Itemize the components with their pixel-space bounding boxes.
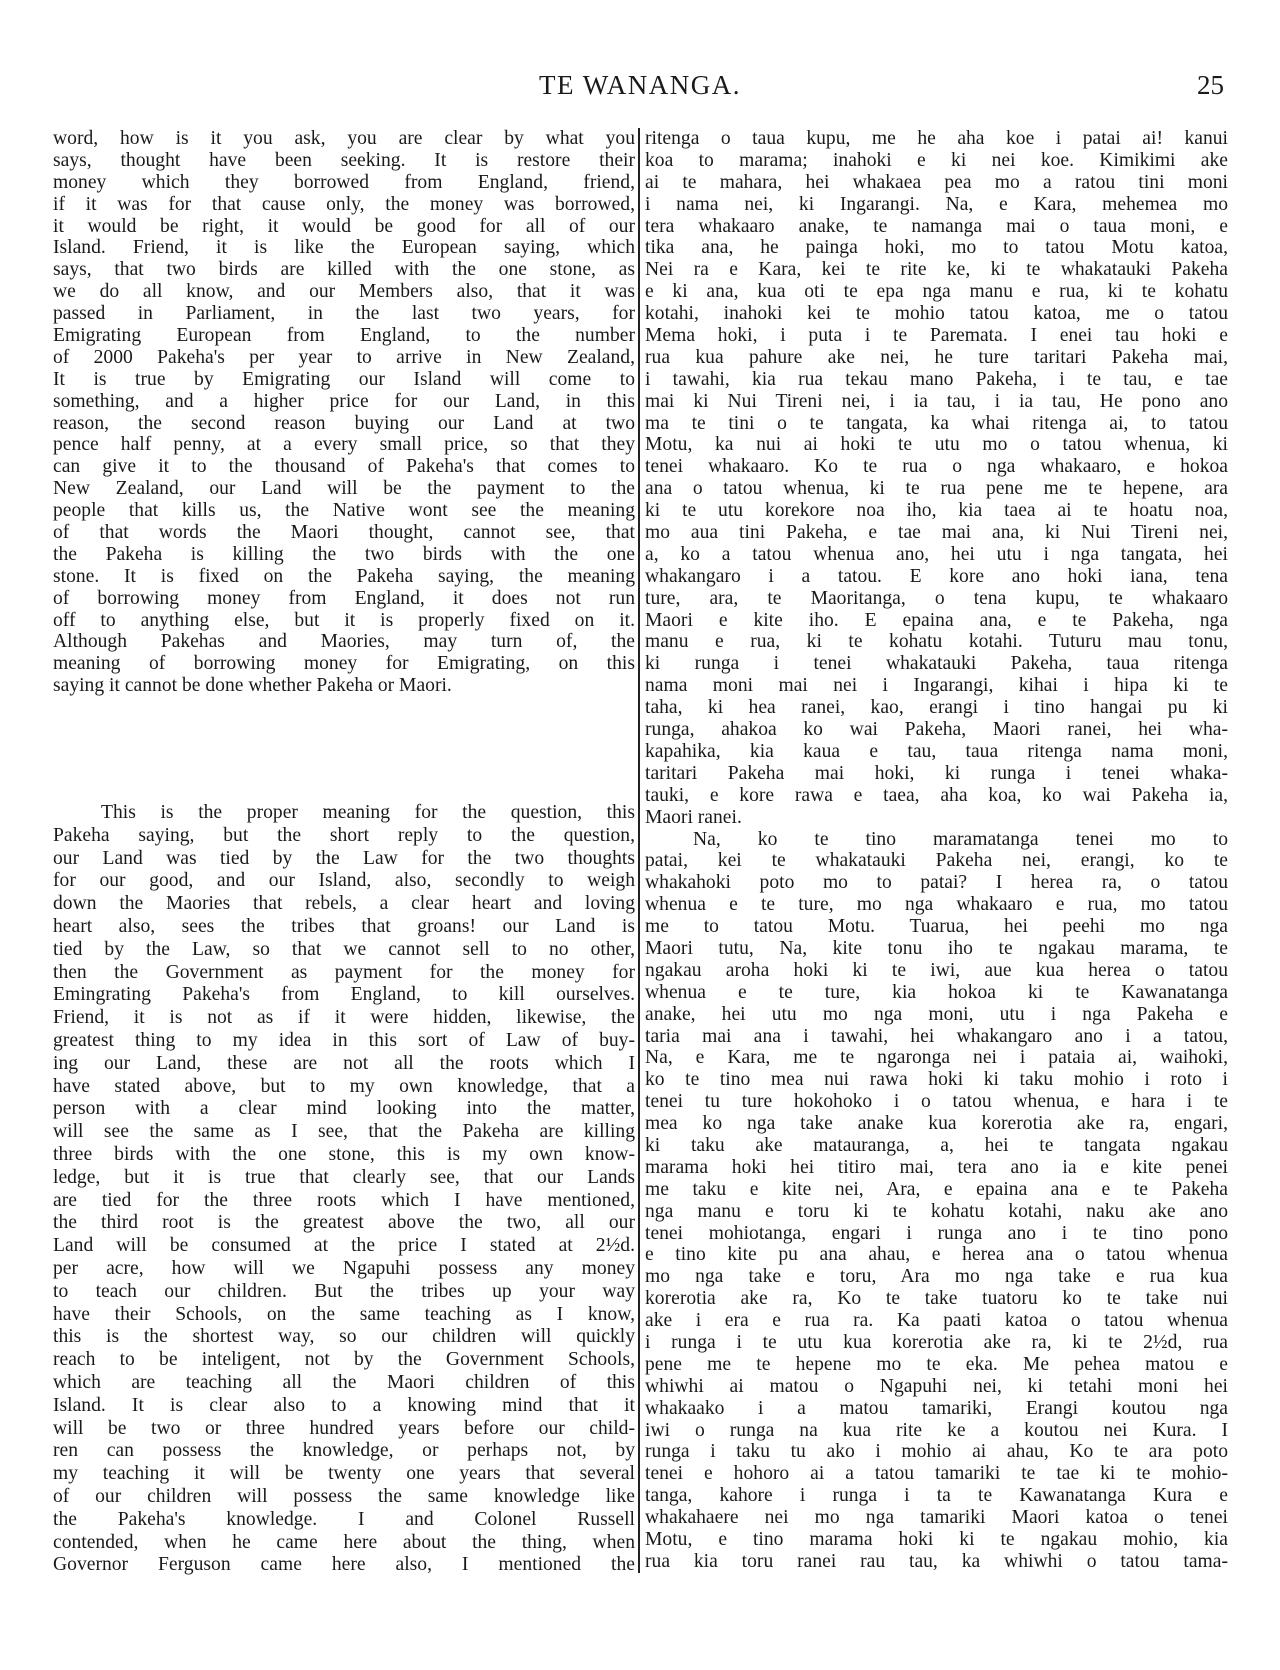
text-line: ki taku ake matauranga, a, hei te tangata ngakau xyxy=(645,1134,1228,1156)
text-line: ai te mahara, hei whakaea pea mo a ratou tini moni xyxy=(645,171,1228,193)
text-line: Motu, ka nui ai hoki te utu mo o tatou whenua, ki xyxy=(645,434,1228,456)
text-line: Motu, e tino marama hoki ki te ngakau mohio, kia xyxy=(645,1529,1228,1550)
text-line: manu e rua, ki te kohatu kotahi. Tuturu mau tonu, xyxy=(645,631,1228,653)
text-line: i tawahi, kia rua tekau mano Pakeha, i te tau, e tae xyxy=(645,368,1228,390)
text-line: mo nga take e toru, Ara mo nga take e rua kua xyxy=(645,1266,1228,1288)
text-line: tera whakaaro anake, te namanga mai o taua moni, e xyxy=(645,215,1228,237)
text-line: it would be right, it would be good for all of our xyxy=(53,215,635,237)
paragraph xyxy=(645,829,1228,1573)
text-line: the Pakeha is killing the two birds with the one xyxy=(53,543,635,565)
text-line: Maori tutu, Na, kite tonu iho te ngakau marama, te xyxy=(645,937,1228,959)
paragraph xyxy=(53,128,635,697)
text-line: of that words the Maori thought, cannot see, that xyxy=(53,522,635,544)
text-line: to teach our children. But the tribes up your way xyxy=(53,1280,635,1302)
text-line: will see the same as I see, that the Pakeha are killing xyxy=(53,1121,635,1143)
paragraph xyxy=(53,802,635,1577)
text-line: the Pakeha's knowledge. I and Colonel Russell xyxy=(53,1508,635,1530)
text-line: me to tatou Motu. Tuarua, hei peehi mo nga xyxy=(645,916,1228,938)
text-line: marama hoki hei titiro mai, tera ano ia e kite penei xyxy=(645,1156,1228,1178)
text-line: ritenga o taua kupu, me he aha koe i patai ai! kanui xyxy=(645,128,1228,149)
text-line: Emigrating European from England, to the number xyxy=(53,325,635,347)
text-line: will be two or three hundred years before our child- xyxy=(53,1417,635,1439)
text-line: Maori e kite iho. E epaina ana, e te Pakeha, nga xyxy=(645,609,1228,631)
text-line: Land will be consumed at the price I stated at 2½d. xyxy=(53,1235,635,1257)
text-line: whakahaere nei mo nga tamariki Maori katoa o tenei xyxy=(645,1507,1228,1529)
text-line: tauki, e kore rawa e taea, aha koa, ko wai Pakeha ia, xyxy=(645,784,1228,806)
text-line: person with a clear mind looking into the matter, xyxy=(53,1098,635,1120)
text-line: saying it cannot be done whether Pakeha or Maori. xyxy=(53,675,452,697)
text-line: whakaako i a matou tamariki, Erangi koutou nga xyxy=(645,1397,1228,1419)
text-line: greatest thing to my idea in this sort of Law of buy- xyxy=(53,1029,635,1051)
text-line: word, how is it you ask, you are clear by what you xyxy=(53,128,635,149)
text-line: It is true by Emigrating our Island will come to xyxy=(53,368,635,390)
text-line: people that kills us, the Native wont see the meaning xyxy=(53,500,635,522)
text-line: whakahoki poto mo to patai? I herea ra, o tatou xyxy=(645,872,1228,894)
text-line: taritari Pakeha mai hoki, ki runga i tenei whaka- xyxy=(645,762,1228,784)
text-line: kotahi, inahoki kei te mohio tatou katoa, me o tatou xyxy=(645,303,1228,325)
text-line: tenei tu ture hokohoko i o tatou whenua, e hara i te xyxy=(645,1091,1228,1113)
text-line: heart also, sees the tribes that groans! our Land is xyxy=(53,915,635,937)
text-line: our Land was tied by the Law for the two thoughts xyxy=(53,847,635,869)
text-line: e ki ana, kua oti te epa nga manu e rua, ki te kohatu xyxy=(645,281,1228,303)
text-line: my teaching it will be twenty one years that several xyxy=(53,1463,635,1485)
text-line: money which they borrowed from England, friend, xyxy=(53,171,635,193)
publication-title: TE WANANGA. xyxy=(539,70,741,100)
text-line: Governor Ferguson came here also, I mentioned the xyxy=(53,1554,635,1576)
text-line: the third root is the greatest above the two, all our xyxy=(53,1212,635,1234)
text-line: This is the proper meaning for the question, this xyxy=(101,802,635,823)
text-line: something, and a higher price for our Land, in this xyxy=(53,390,635,412)
text-line: tanga, kahore i runga i ta te Kawanatanga Kura e xyxy=(645,1485,1228,1507)
text-line: have stated above, but to my own knowledge, that a xyxy=(53,1075,635,1097)
text-line: of our children will possess the same knowledge like xyxy=(53,1485,635,1507)
text-line: this is the shortest way, so our children will quickly xyxy=(53,1326,635,1348)
text-line: anake, hei utu mo nga moni, utu i nga Pakeha e xyxy=(645,1003,1228,1025)
text-line: Island. It is clear also to a knowing mind that it xyxy=(53,1394,635,1416)
right-column-maori xyxy=(645,128,1228,1573)
text-line: i runga i te utu kua korerotia ake ra, ki te 2½d, rua xyxy=(645,1331,1228,1353)
text-line: taha, ki hea ranei, kao, erangi i tino hangai pu ki xyxy=(645,697,1228,719)
left-column-english xyxy=(53,128,635,1576)
text-line: ren can possess the knowledge, or perhaps not, by xyxy=(53,1440,635,1462)
text-line: Emingrating Pakeha's from England, to kill ourselves. xyxy=(53,984,635,1006)
text-line: stone. It is fixed on the Pakeha saying, the meaning xyxy=(53,565,635,587)
text-line: mea ko nga take anake kua korerotia ake ra, engari, xyxy=(645,1113,1228,1135)
page-header xyxy=(0,70,1280,106)
text-line: mo aua tini Pakeha, e tae mai ana, ki Nui Tireni nei, xyxy=(645,522,1228,544)
text-line: which are teaching all the Maori children of this xyxy=(53,1371,635,1393)
text-line: pence half penny, at a every small price, so that they xyxy=(53,434,635,456)
text-line: koa to marama; inahoki e ki nei koe. Kimikimi ake xyxy=(645,149,1228,171)
column-rule xyxy=(638,128,640,1573)
text-line: Mema hoki, i puta i te Paremata. I enei tau hoki e xyxy=(645,325,1228,347)
text-line: ture, ara, te Maoritanga, o tena kupu, te whakaaro xyxy=(645,587,1228,609)
text-line: mai ki Nui Tireni nei, i ia tau, i ia tau, He pono ano xyxy=(645,390,1228,412)
text-line: ki te utu korekore noa iho, kia taea ai te hoatu noa, xyxy=(645,500,1228,522)
text-line: reason, the second reason buying our Land at two xyxy=(53,412,635,434)
text-line: reach to be inteligent, not by the Government Schools, xyxy=(53,1349,635,1371)
text-line: whiwhi ai matou o Ngapuhi nei, ki tetahi moni hei xyxy=(645,1375,1228,1397)
text-line: ing our Land, these are not all the roots which I xyxy=(53,1052,635,1074)
text-line: per acre, how will we Ngapuhi possess any money xyxy=(53,1257,635,1279)
text-line: Na, ko te tino maramatanga tenei mo to xyxy=(693,828,1228,850)
text-line: Na, e Kara, me te ngaronga nei i pataia ai, waihoki, xyxy=(645,1047,1228,1069)
text-line: New Zealand, our Land will be the payment to the xyxy=(53,478,635,500)
text-line: of 2000 Pakeha's per year to arrive in New Zealand, xyxy=(53,346,635,368)
text-line: ma te tini o te tangata, ka whai ritenga ai, to tatou xyxy=(645,412,1228,434)
text-line: Maori ranei. xyxy=(645,806,742,828)
text-line: contended, when he came here about the thing, when xyxy=(53,1531,635,1553)
text-line: nama moni mai nei i Ingarangi, kihai i hipa ki te xyxy=(645,675,1228,697)
text-line: iwi o runga na kua rite ke a koutou nei Kura. I xyxy=(645,1419,1228,1441)
text-line: tenei whakaaro. Ko te rua o nga whakaaro, e hokoa xyxy=(645,456,1228,478)
text-line: tenei e hohoro ai a tatou tamariki te tae ki te mohio- xyxy=(645,1463,1228,1485)
text-line: ngakau aroha hoki ki te iwi, aue kua herea o tatou xyxy=(645,959,1228,981)
text-line: passed in Parliament, in the last two years, for xyxy=(53,303,635,325)
text-line: says, thought have been seeking. It is restore their xyxy=(53,149,635,171)
text-line: ko te tino mea nui rawa hoki ki taku mohio i roto i xyxy=(645,1069,1228,1091)
text-line: of borrowing money from England, it does not run xyxy=(53,587,635,609)
text-line: ana o tatou whenua, ki te rua pene me te hepene, ara xyxy=(645,478,1228,500)
text-line: ledge, but it is true that clearly see, that our Lands xyxy=(53,1166,635,1188)
text-line: e tino kite pu ana ahau, e herea ana o tatou whenua xyxy=(645,1244,1228,1266)
text-line: runga i taku tu ako i mohio ai ahau, Ko te ara poto xyxy=(645,1441,1228,1463)
text-line: rua kua pahure ake nei, he ture taritari Pakeha mai, xyxy=(645,346,1228,368)
text-line: Island. Friend, it is like the European saying, which xyxy=(53,237,635,259)
text-line: patai, kei te whakatauki Pakeha nei, erangi, ko te xyxy=(645,850,1228,872)
text-line: Nei ra e Kara, kei te rite ke, ki te whakatauki Pakeha xyxy=(645,259,1228,281)
text-line: rua kia toru ranei rau tau, ka whiwhi o tatou tama- xyxy=(645,1550,1228,1572)
text-line: runga, ahakoa ko wai Pakeha, Maori ranei, hei wha- xyxy=(645,719,1228,741)
text-line: meaning of borrowing money for Emigrating, on this xyxy=(53,653,635,675)
text-line: whenua e te ture, kia hokoa ki te Kawanatanga xyxy=(645,981,1228,1003)
page-number: 25 xyxy=(1197,70,1224,100)
text-line: can give it to the thousand of Pakeha's that comes to xyxy=(53,456,635,478)
text-line: ki runga i tenei whakatauki Pakeha, taua ritenga xyxy=(645,653,1228,675)
text-line: nga manu e toru ki te kohatu kotahi, naku ake ano xyxy=(645,1200,1228,1222)
text-line: tika ana, he painga hoki, mo to tatou Motu katoa, xyxy=(645,237,1228,259)
text-line: Although Pakehas and Maories, may turn of, the xyxy=(53,631,635,653)
text-line: then the Government as payment for the money for xyxy=(53,961,635,983)
text-line: Pakeha saying, but the short reply to the question, xyxy=(53,824,635,846)
text-line: three birds with the one stone, this is my own know- xyxy=(53,1143,635,1165)
text-line: if it was for that cause only, the money was borrowed, xyxy=(53,193,635,215)
text-line: off to anything else, but it is properly fixed on it. xyxy=(53,609,635,631)
text-line: are tied for the three roots which I have mentioned, xyxy=(53,1189,635,1211)
text-line: Friend, it is not as if it were hidden, likewise, the xyxy=(53,1007,635,1029)
text-line: for our good, and our Island, also, secondly to weigh xyxy=(53,870,635,892)
paragraph xyxy=(645,128,1228,829)
text-line: korerotia ake ra, Ko te take tuatoru ko te take nui xyxy=(645,1288,1228,1310)
text-line: whenua e te ture, mo nga whakaaro e rua, mo tatou xyxy=(645,894,1228,916)
text-line: down the Maories that rebels, a clear heart and loving xyxy=(53,893,635,915)
text-line: tied by the Law, so that we cannot sell to no other, xyxy=(53,938,635,960)
text-line: taria mai ana i tawahi, hei whakangaro ano i a tatou, xyxy=(645,1025,1228,1047)
text-line: a, ko a tatou whenua ano, hei utu i nga tangata, hei xyxy=(645,543,1228,565)
text-line: tenei mohiotanga, engari i runga ano i te tino pono xyxy=(645,1222,1228,1244)
text-line: i nama nei, ki Ingarangi. Na, e Kara, mehemea mo xyxy=(645,193,1228,215)
text-line: kapahika, kia kaua e tau, taua ritenga nama moni, xyxy=(645,740,1228,762)
text-line: pene me te hepene mo te eka. Me pehea matou e xyxy=(645,1353,1228,1375)
text-line: says, that two birds are killed with the one stone, as xyxy=(53,259,635,281)
text-line: ake i era e rua ra. Ka paati katoa o tatou whenua xyxy=(645,1310,1228,1332)
text-line: we do all know, and our Members also, that it was xyxy=(53,281,635,303)
text-line: me taku e kite nei, Ara, e epaina ana e te Pakeha xyxy=(645,1178,1228,1200)
text-line: have their Schools, on the same teaching as I know, xyxy=(53,1303,635,1325)
text-line: whakangaro i a tatou. E kore ano hoki iana, tena xyxy=(645,565,1228,587)
